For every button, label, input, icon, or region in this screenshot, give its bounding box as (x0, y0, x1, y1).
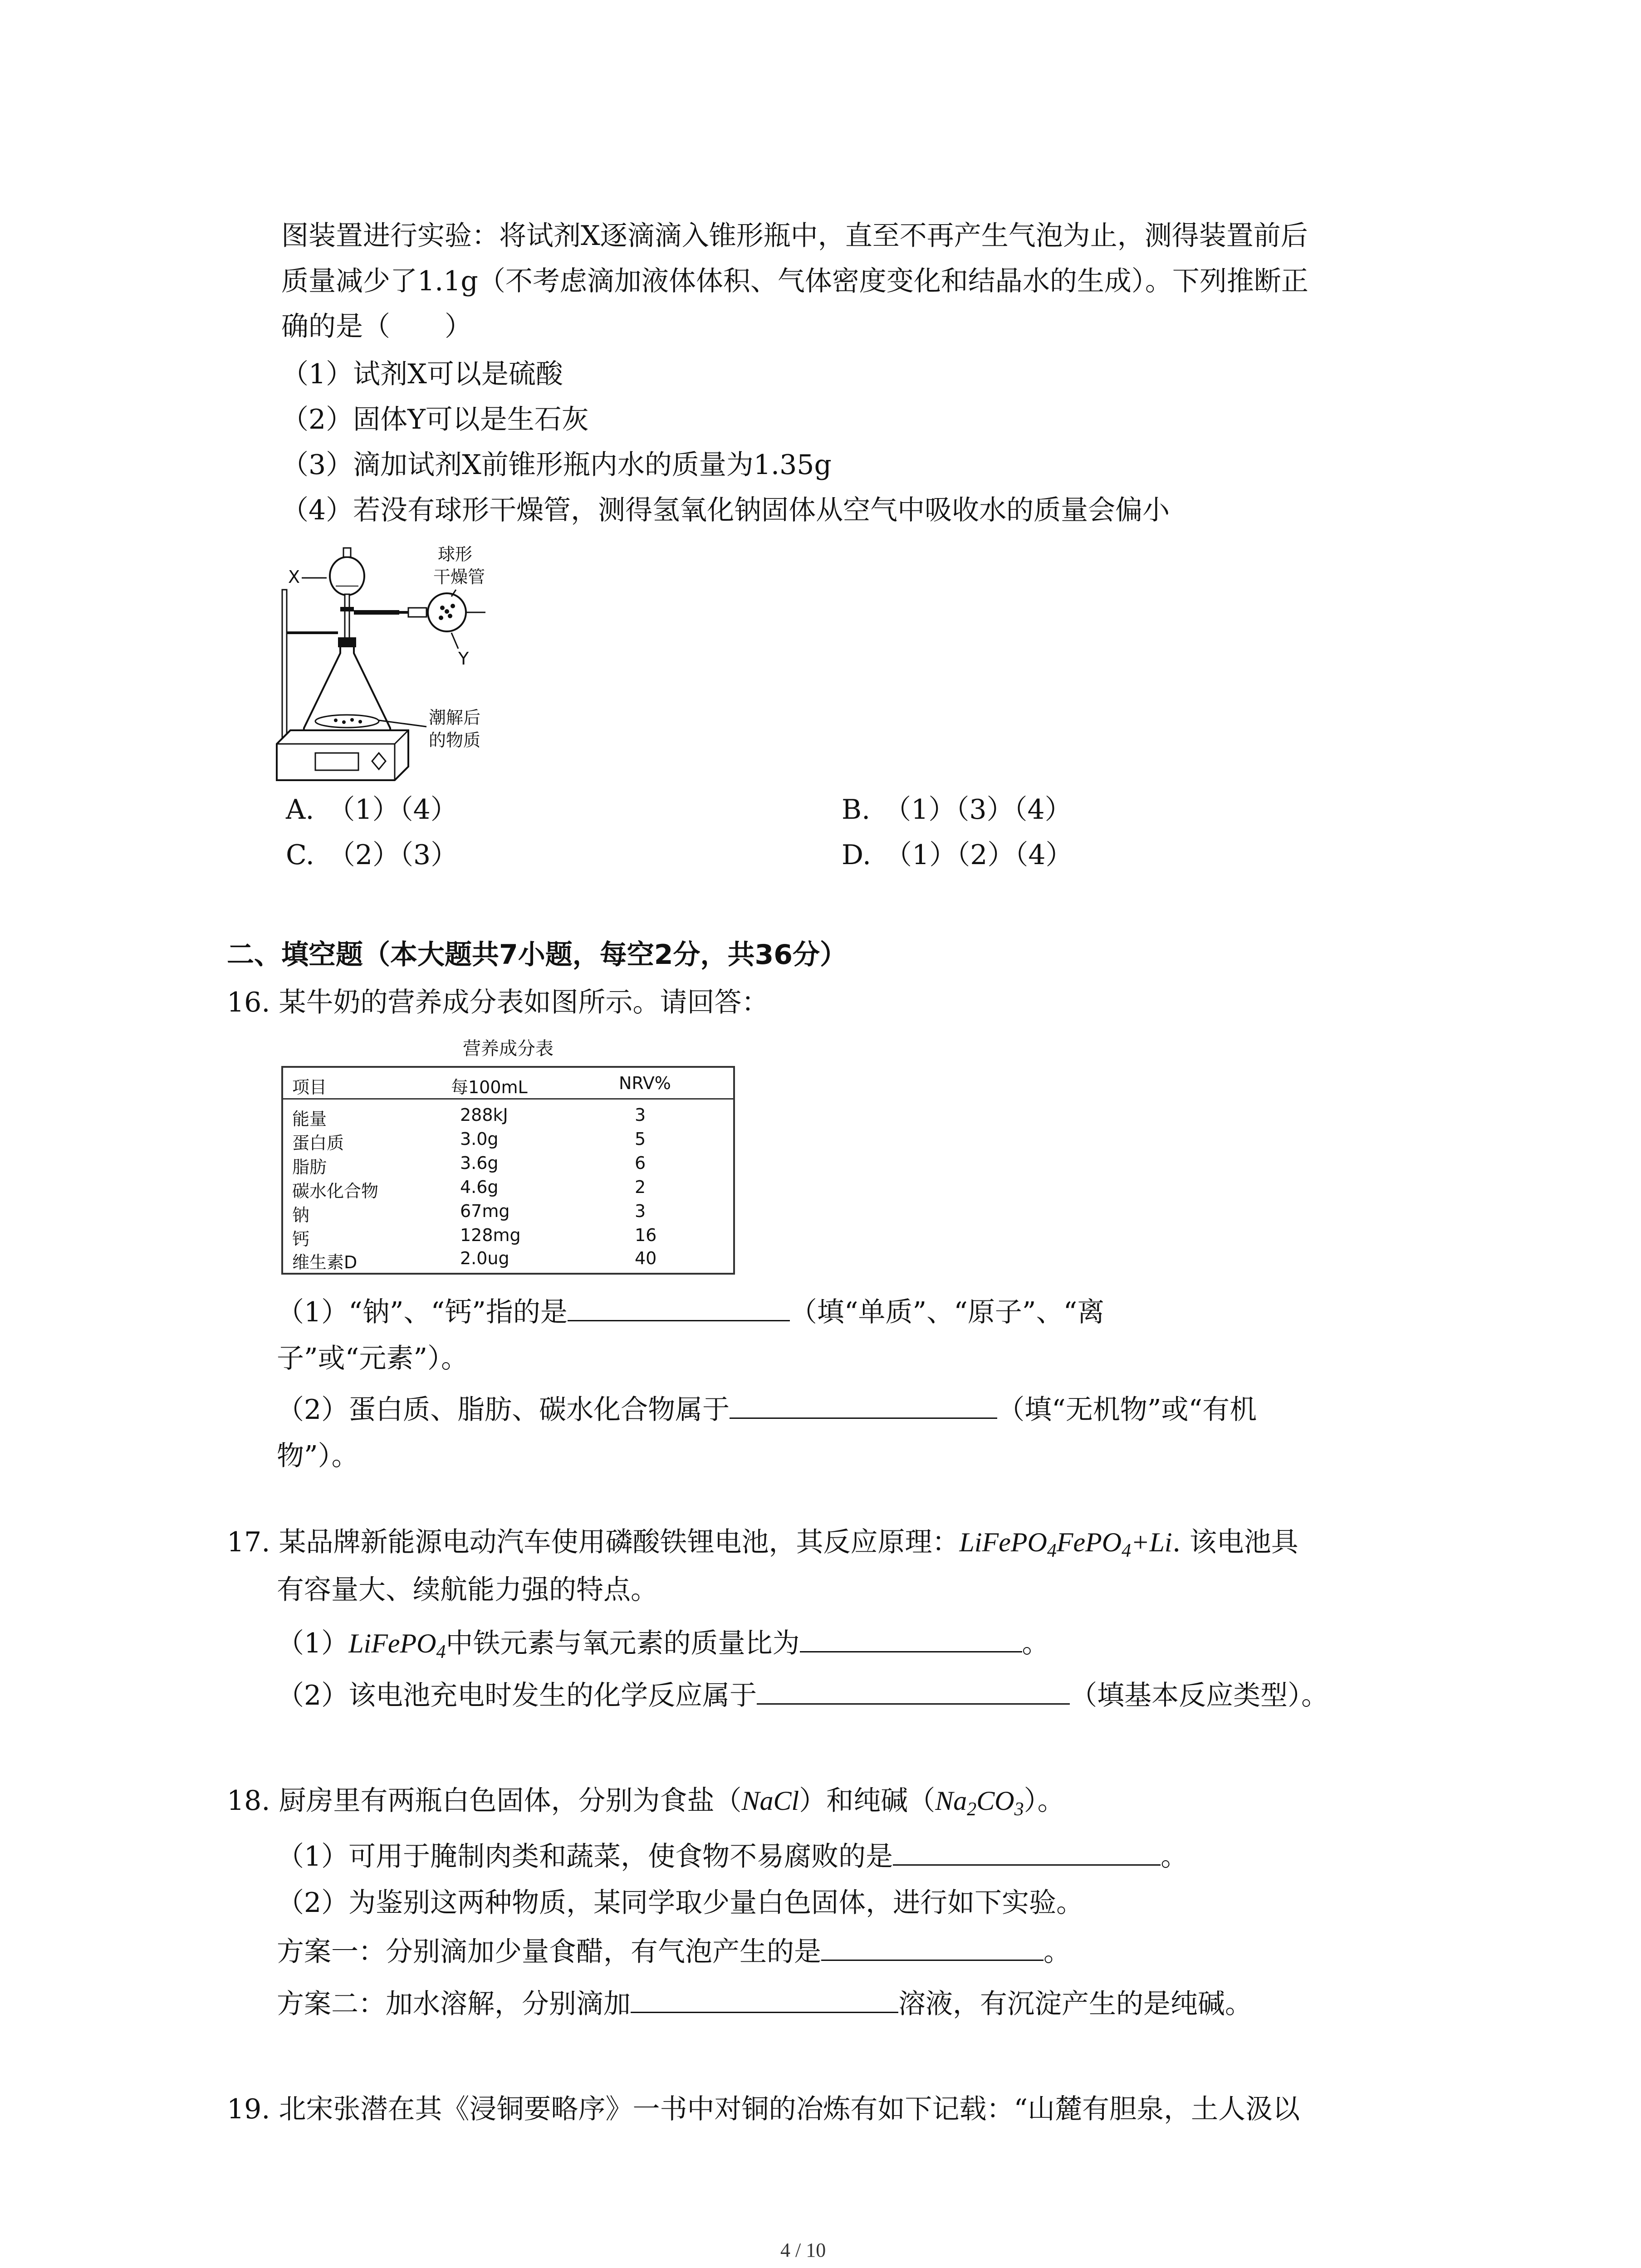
q15-statement-4: （4）若没有球形干燥管，测得氢氧化钠固体从空气中吸收水的质量会偏小 (281, 494, 1170, 526)
q16-part-2-cont: 物”）。 (277, 1440, 359, 1472)
formula-subscript: 4 (436, 1642, 446, 1662)
q15-statement-2: （2）固体Y可以是生石灰 (281, 404, 589, 435)
q17-p2-text-a: （2）该电池充电时发生的化学反应属于 (277, 1680, 757, 1711)
label-substance-1: 潮解后 (429, 708, 481, 728)
q18-plan2-text-b: 溶液，有沉淀产生的是纯碱。 (898, 1988, 1252, 2020)
formula-lifepo4: LiFePO (348, 1628, 436, 1658)
q16-stem: 16. 某牛奶的营养成分表如图所示。请回答： (227, 987, 769, 1018)
q16-blank-1[interactable] (568, 1288, 790, 1321)
q15-line-3: 确的是（ ） (281, 311, 472, 342)
label-x: X (288, 567, 300, 587)
formula-subscript: 4 (1047, 1540, 1057, 1561)
q15-statement-1: （1）试剂X可以是硫酸 (281, 358, 563, 390)
formula-nacl: NaCl (741, 1786, 799, 1816)
q18-blank-1[interactable] (893, 1833, 1161, 1866)
q17-blank-2[interactable] (757, 1672, 1070, 1705)
table-cell: 6 (635, 1153, 646, 1173)
q18-stem-text-c: ）。 (1024, 1785, 1065, 1817)
table-cell: 2.0ug (460, 1248, 509, 1268)
q15-line-2: 质量减少了1.1g（不考虑滴加液体体积、气体密度变化和结晶水的生成）。下列推断正 (281, 265, 1308, 297)
funnel-bulb (330, 557, 364, 595)
table-cell: 2 (635, 1177, 646, 1197)
q18-p1-text: （1）可用于腌制肉类和蔬菜，使食物不易腐败的是 (277, 1841, 893, 1872)
option-c[interactable]: C. （2）（3） (286, 839, 458, 871)
option-d[interactable]: D. （1）（2）（4） (842, 839, 1073, 871)
q17-blank-1[interactable] (800, 1619, 1022, 1652)
q18-plan-1 (277, 1928, 1071, 1975)
q18-blank-3[interactable] (631, 1980, 898, 2013)
apparatus-diagram (272, 540, 554, 794)
table-cell: 3.0g (460, 1129, 499, 1149)
table-cell: 40 (635, 1248, 657, 1268)
table-cell: 能量 (292, 1109, 327, 1129)
table-cell: 碳水化合物 (292, 1181, 379, 1201)
q18-plan-2 (277, 1980, 1252, 2027)
q17-stem-text-a: 17. 某品牌新能源电动汽车使用磷酸铁锂电池，其反应原理： (227, 1526, 960, 1558)
q16-p2-text-b: （填“无机物”或“有机 (997, 1394, 1257, 1426)
table-cell: 16 (635, 1225, 657, 1245)
formula-co: CO (976, 1786, 1014, 1816)
q18-p1-end: 。 (1161, 1841, 1188, 1872)
q17-p1-prefix: （1） (277, 1628, 349, 1659)
table-cell: 蛋白质 (292, 1133, 344, 1153)
q18-stem-text-a: 18. 厨房里有两瓶白色固体，分别为食盐（ (227, 1785, 742, 1817)
q16-part-1 (277, 1288, 1104, 1335)
table-cell: 钠 (292, 1205, 310, 1225)
section-heading: 二、填空题（本大题共7小题，每空2分，共36分） (227, 939, 847, 971)
q18-stem-text-b: ）和纯碱（ (799, 1785, 936, 1817)
q17-part-1 (277, 1619, 1049, 1675)
table-cell: 128mg (460, 1225, 521, 1245)
table-cell: 4.6g (460, 1177, 499, 1197)
q17-p2-text-b: （填基本反应类型）。 (1070, 1680, 1329, 1711)
q18-stem (227, 1778, 1065, 1832)
q16-p1-text-a: （1）“钠”、“钙”指的是 (277, 1296, 568, 1328)
q18-plan1-end: 。 (1043, 1936, 1071, 1968)
formula-subscript: 3 (1014, 1799, 1024, 1820)
q15-statement-3: （3）滴加试剂X前锥形瓶内水的质量为1.35g (281, 449, 832, 481)
header-per100ml: 每100mL (451, 1077, 528, 1097)
formula-li: +Li (1131, 1527, 1172, 1557)
nutrition-table (281, 1066, 735, 1275)
table-cell: 钙 (292, 1229, 310, 1249)
table-cell: 3.6g (460, 1153, 499, 1173)
q17-stem (227, 1520, 1298, 1574)
q18-blank-2[interactable] (821, 1928, 1043, 1961)
formula-lifepo4: LiFePO (959, 1527, 1047, 1557)
nutrition-table-caption: 营养成分表 (463, 1038, 554, 1059)
table-cell: 288kJ (460, 1105, 508, 1125)
q15-line-1: 图装置进行实验：将试剂X逐滴滴入锥形瓶中，直至不再产生气泡为止，测得装置前后 (281, 220, 1308, 252)
table-cell: 67mg (460, 1201, 510, 1221)
q17-p1-end: 。 (1022, 1628, 1049, 1659)
q17-p1-text: 中铁元素与氧元素的质量比为 (446, 1628, 800, 1659)
table-cell: 3 (635, 1201, 646, 1221)
q16-p2-text-a: （2）蛋白质、脂肪、碳水化合物属于 (277, 1394, 730, 1426)
q17-part-2 (277, 1672, 1328, 1718)
formula-subscript: 2 (967, 1799, 977, 1820)
table-cell: 3 (635, 1105, 646, 1125)
q18-plan1-text: 方案一：分别滴加少量食醋，有气泡产生的是 (277, 1936, 821, 1968)
q18-plan2-text-a: 方案二：加水溶解，分别滴加 (277, 1988, 631, 2020)
q16-part-2 (277, 1386, 1257, 1432)
q18-part-1 (277, 1833, 1188, 1879)
page-number: 4 / 10 (780, 2239, 826, 2261)
formula-subscript: 4 (1122, 1540, 1132, 1561)
q18-part-2: （2）为鉴别这两种物质，某同学取少量白色固体，进行如下实验。 (277, 1887, 1084, 1919)
header-nrv: NRV% (619, 1073, 671, 1093)
header-item: 项目 (292, 1077, 327, 1097)
table-cell: 维生素D (292, 1252, 358, 1272)
formula-fepo4: FePO (1056, 1527, 1122, 1557)
formula-na: Na (935, 1786, 967, 1816)
option-a[interactable]: A. （1）（4） (286, 794, 458, 826)
q16-p1-text-b: （填“单质”、“原子”、“离 (789, 1296, 1105, 1328)
table-cell: 5 (635, 1129, 646, 1149)
label-dryer-1: 球形 (438, 544, 473, 564)
conical-flask (304, 644, 390, 736)
option-b[interactable]: B. （1）（3）（4） (842, 794, 1072, 826)
label-substance-2: 的物质 (429, 730, 481, 750)
table-cell: 脂肪 (292, 1157, 327, 1177)
label-y: Y (458, 649, 469, 669)
label-dryer-2: 干燥管 (433, 567, 485, 587)
q17-stem-text-b: . 该电池具 (1172, 1526, 1298, 1558)
q17-stem-line-2: 有容量大、续航能力强的特点。 (277, 1574, 658, 1606)
q16-blank-2[interactable] (730, 1386, 997, 1419)
q19-stem: 19. 北宋张潜在其《浸铜要略序》一书中对铜的冶炼有如下记载：“山麓有胆泉，土人汲以 (227, 2093, 1300, 2125)
q16-part-1-cont: 子”或“元素”）。 (277, 1343, 469, 1374)
